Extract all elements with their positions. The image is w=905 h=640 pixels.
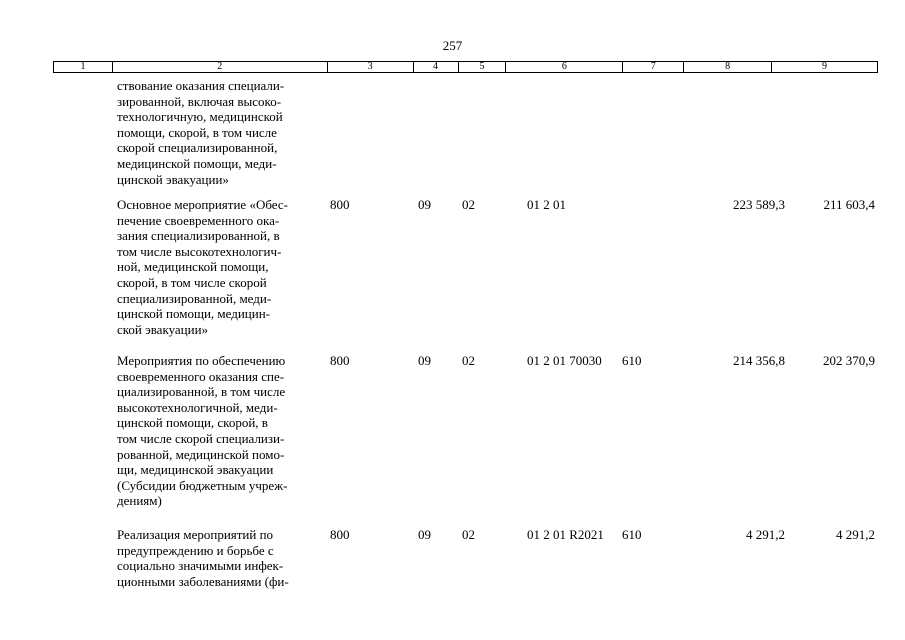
subsection-code-cell: 02 [462,527,475,542]
row-name-line: Мероприятия по обеспечению [117,353,286,368]
row-name-line: дениям) [117,493,162,509]
row-name-line: (Субсидии бюджетным учреж- [117,477,288,493]
row-name-line: ной, медицинской помощи, [117,259,269,275]
row-name-line: предупреждению и борьбе с [117,542,274,558]
row-name-line: цинской помощи, медицин- [117,306,271,322]
row-name-line: Реализация мероприятий по [117,527,274,542]
row-name-line: скорой специализированной, [117,140,278,156]
page-number: 257 [442,38,463,53]
header-cell-8: 8 [684,62,772,72]
header-cell-2: 2 [113,62,328,72]
row-name-line: ционными заболеваниями (фи- [117,573,289,589]
amount-col9-cell: 211 603,4 [823,197,875,212]
row-name-line: социально значимыми инфек- [117,558,284,574]
target-article-cell: 01 2 01 R2021 [527,527,604,542]
header-cell-6: 6 [506,62,623,72]
row-name-line: цинской эвакуации» [117,171,229,187]
row-name-cell [117,78,327,187]
row-name-line: зания специализированной, в [117,228,280,244]
table-header-row [53,61,878,73]
row-name-line: Основное мероприятие «Обес- [117,197,288,212]
header-cell-3: 3 [328,62,414,72]
target-article-cell: 01 2 01 [527,197,566,212]
row-name-line: скорой, в том числе скорой [117,274,267,290]
row-name-cell [117,353,327,509]
row-name-line: ской эвакуации» [117,321,209,337]
target-article-cell: 01 2 01 70030 [527,353,602,368]
section-code-cell: 09 [418,197,431,212]
row-name-line: рованной, медицинской помо- [117,446,285,462]
section-code-cell: 09 [418,527,431,542]
amount-col8-cell: 214 356,8 [733,353,785,368]
expense-type-cell: 610 [622,353,642,368]
row-name-line: щи, медицинской эвакуации [117,462,274,478]
row-name-line: том числе скорой специализи- [117,430,285,446]
amount-col8-cell: 4 291,2 [746,527,785,542]
section-code-cell: 09 [418,353,431,368]
row-name-line: специализированной, меди- [117,290,272,306]
amount-col9-cell: 4 291,2 [836,527,875,542]
expense-type-cell: 610 [622,527,642,542]
row-name-line: высокотехнологичной, меди- [117,399,278,415]
row-name-cell [117,197,327,337]
row-name-line: цинской помощи, скорой, в [117,415,268,431]
row-name-line: помощи, скорой, в том числе [117,124,277,140]
row-name-line: том числе высокотехнологич- [117,243,282,259]
row-name-line: печение своевременного ока- [117,212,280,228]
header-cell-9: 9 [772,62,878,72]
row-name-line: циализированной, в том числе [117,384,286,400]
subsection-code-cell: 02 [462,197,475,212]
amount-col9-cell: 202 370,9 [823,353,875,368]
ministry-code-cell: 800 [330,353,350,368]
amount-col8-cell: 223 589,3 [733,197,785,212]
header-cell-5: 5 [459,62,507,72]
row-name-cell [117,527,327,589]
row-name-line: зированной, включая высоко- [117,93,282,109]
ministry-code-cell: 800 [330,197,350,212]
row-name-line: технологичную, медицинской [117,109,283,125]
row-name-line: ствование оказания специали- [117,78,285,93]
row-name-line: своевременного оказания спе- [117,368,285,384]
ministry-code-cell: 800 [330,527,350,542]
header-cell-7: 7 [623,62,684,72]
header-cell-4: 4 [414,62,459,72]
header-cell-1: 1 [54,62,113,72]
subsection-code-cell: 02 [462,353,475,368]
row-name-line: медицинской помощи, меди- [117,155,277,171]
